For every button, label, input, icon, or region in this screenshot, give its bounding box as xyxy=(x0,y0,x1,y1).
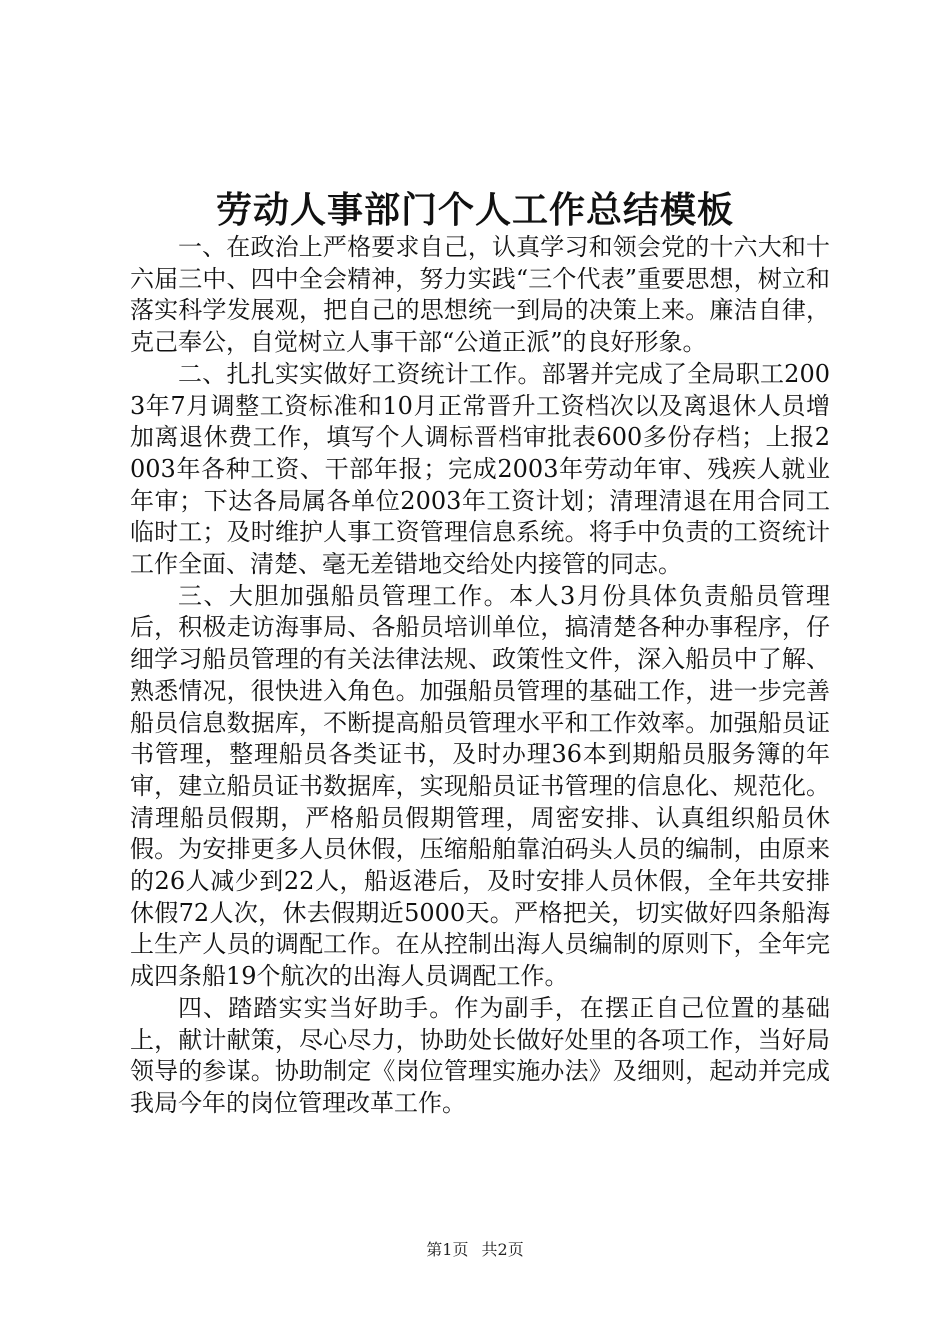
page-footer xyxy=(0,1240,950,1260)
paragraph-3: 三、大胆加强船员管理工作。本人3月份具体负责船员管理后，积极走访海事局、各船员培训单位，搞清楚各种办事程序，仔细学习船员管理的有关法律法规、政策性文件，深入船员中了解、熟悉情况，很快进入角色。加强船员管理的基础工作，进一步完善船员信息数据库，不断提高船员管理水平和工作效率。加强船员证书管理，整理船员各类证书，及时办理36本到期船员服务簿的年审，建立船员证书数据库，实现船员证书管理的信息化、规范化。清理船员假期，严格船员假期管理，周密安排、认真组织船员休假。为安排更多人员休假，压缩船舶靠泊码头人员的编制，由原来的26人减少到22人，船返港后，及时安排人员休假，全年共安排休假72人次，休去假期近5000天。严格把关，切实做好四条船海上生产人员的调配工作。在从控制出海人员编制的原则下，全年完成四条船19个航次的出海人员调配工作。 xyxy=(130,581,830,991)
paragraph-2: 二、扎扎实实做好工资统计工作。部署并完成了全局职工2003年7月调整工资标准和10月正常晋升工资档次以及离退休人员增加离退休费工作，填写个人调标晋档审批表600多份存档；上报2003年各种工资、干部年报；完成2003年劳动年审、残疾人就业年审；下达各局属各单位2003年工资计划；清理清退在用合同工临时工；及时维护人事工资管理信息系统。将手中负责的工资统计工作全面、清楚、毫无差错地交给处内接管的同志。 xyxy=(130,359,830,579)
paragraph-4: 四、踏踏实实当好助手。作为副手，在摆正自己位置的基础上，献计献策，尽心尽力，协助处长做好处里的各项工作，当好局领导的参谋。协助制定《岗位管理实施办法》及细则，起动并完成我局今年的岗位管理改革工作。 xyxy=(130,993,830,1117)
page-total: 共2页 xyxy=(481,1240,524,1259)
document-body xyxy=(130,232,830,1120)
paragraph-1: 一、在政治上严格要求自己，认真学习和领会党的十六大和十六届三中、四中全会精神，努力实践“三个代表”重要思想，树立和落实科学发展观，把自己的思想统一到局的决策上来。廉洁自律，克己奉公，自觉树立人事干部“公道正派”的良好形象。 xyxy=(130,233,830,357)
document-title: 劳动人事部门个人工作总结模板 xyxy=(215,189,734,231)
page-number: 第1页 xyxy=(426,1240,469,1259)
